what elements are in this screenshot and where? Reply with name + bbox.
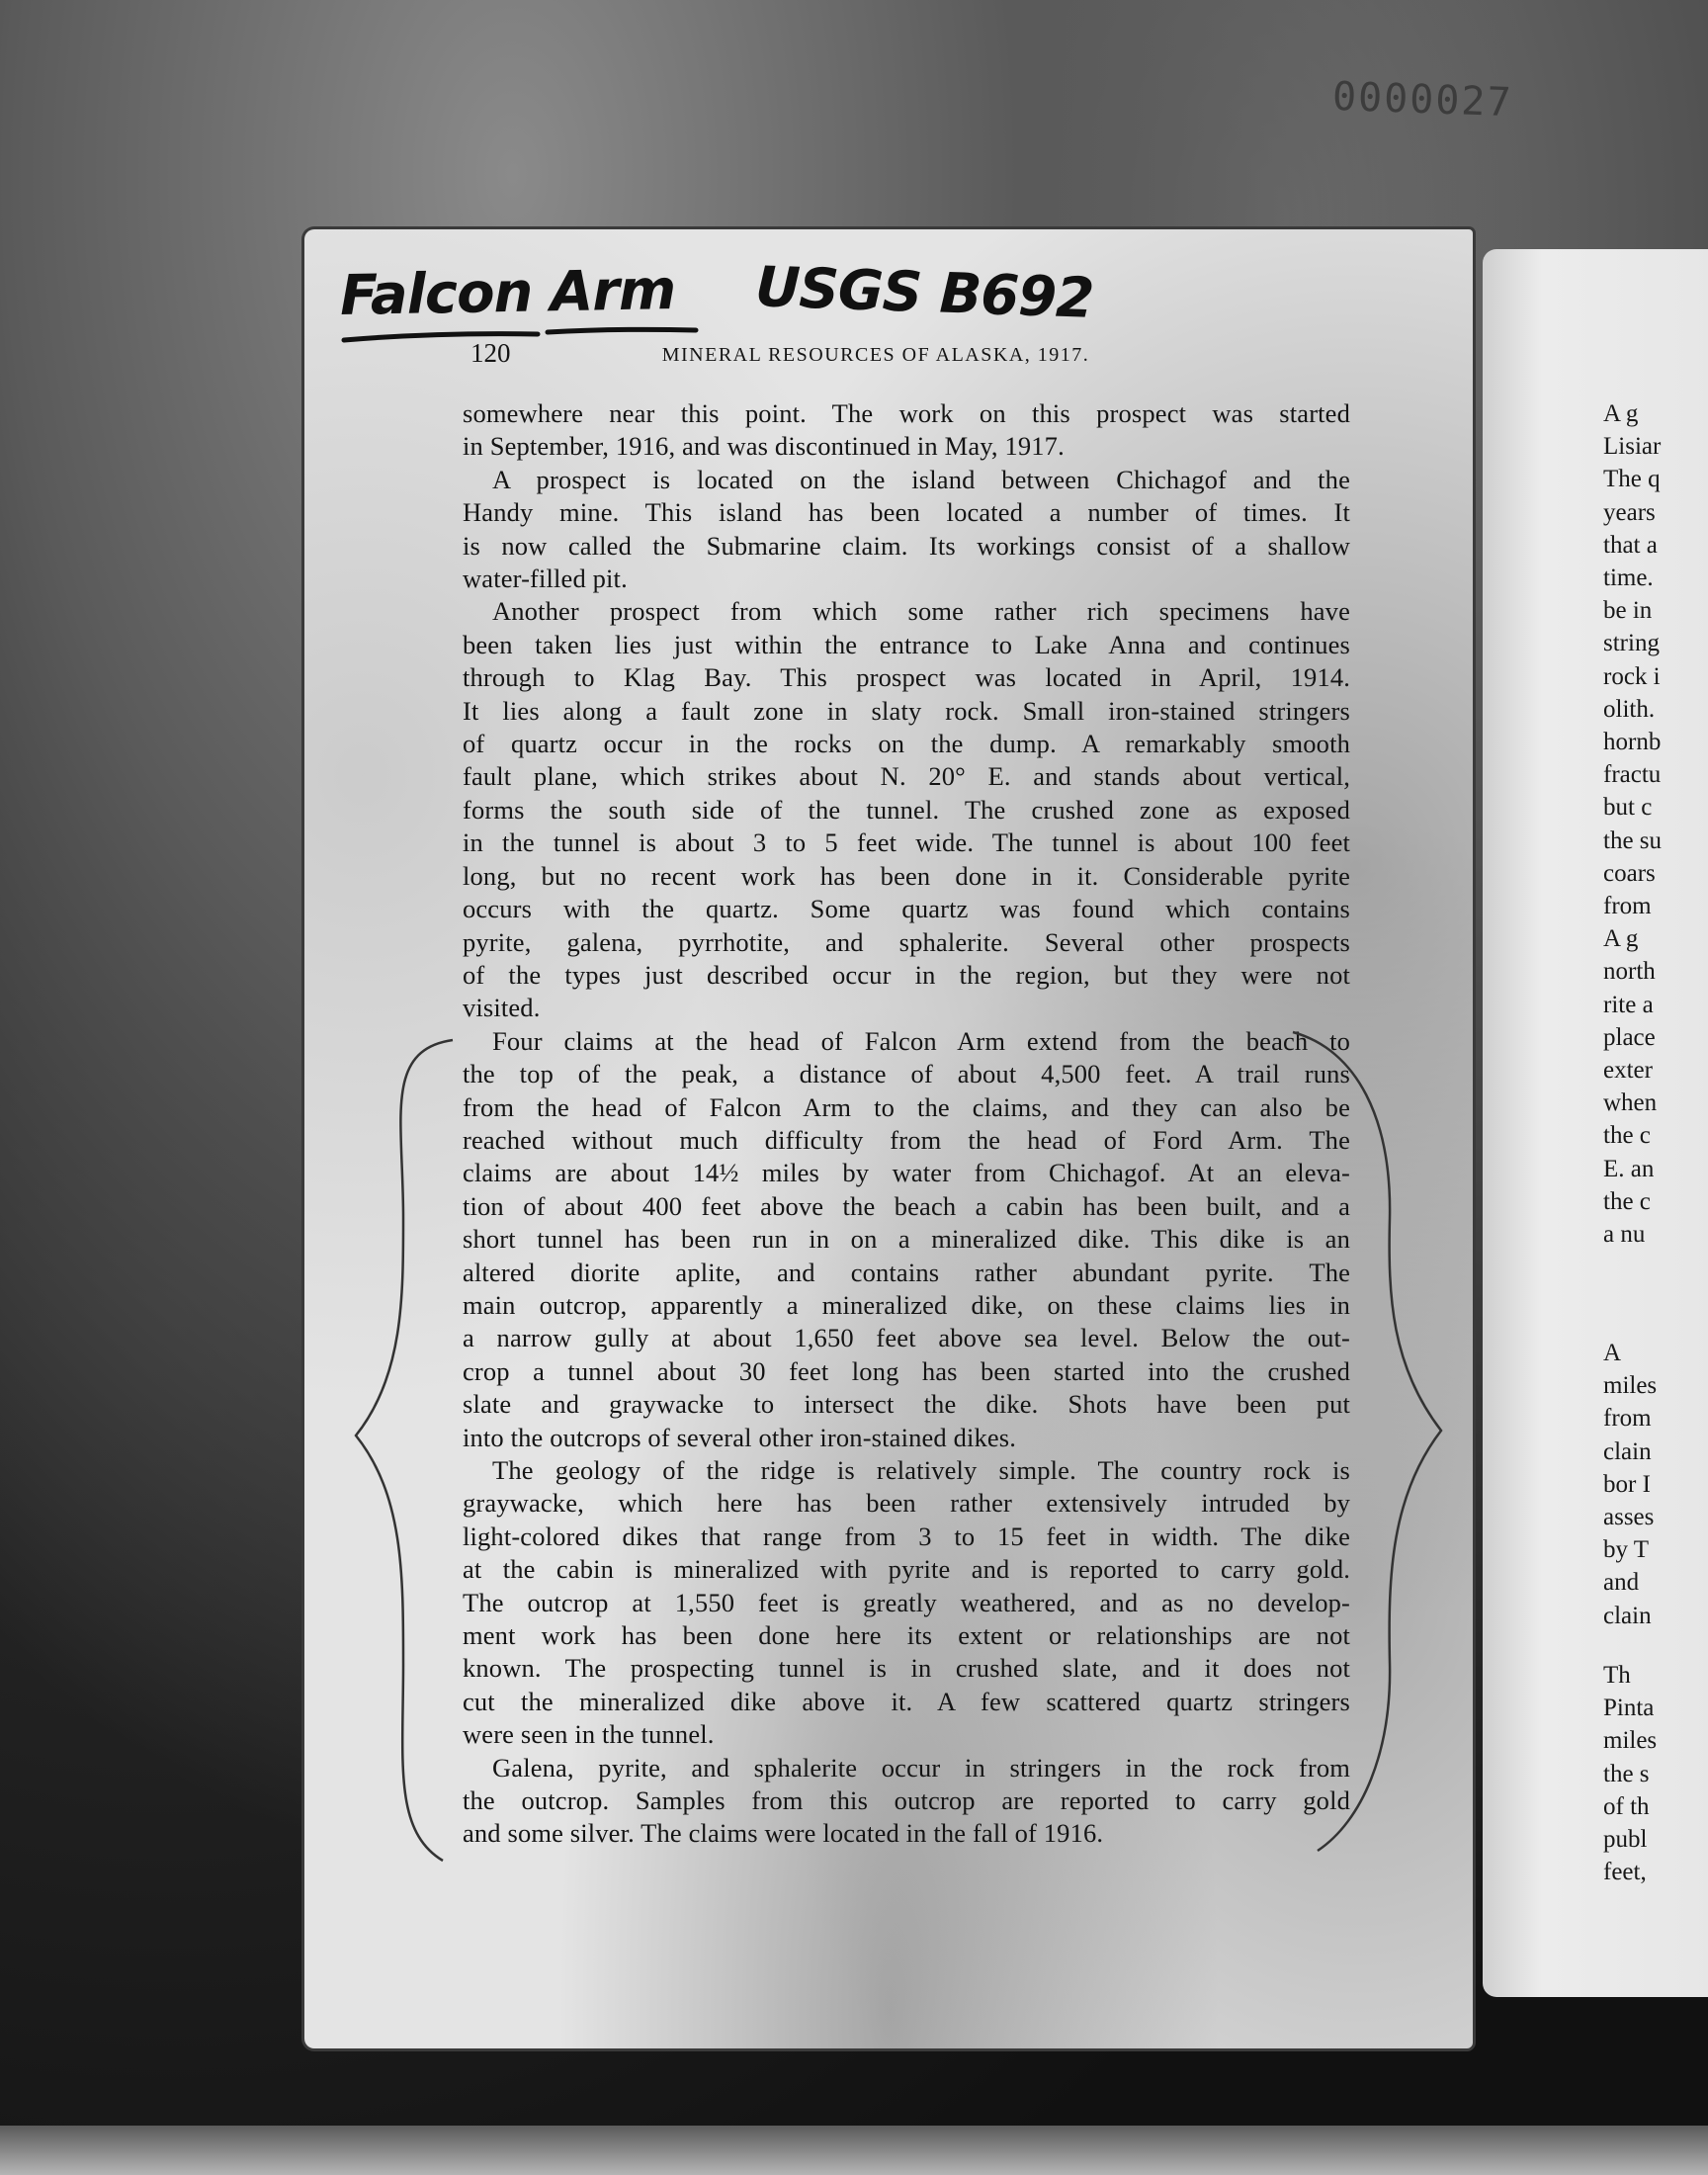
text-line: water-filled pit. [463,564,628,594]
facing-page-line-fragment: years [1603,498,1656,526]
facing-page-line-fragment: bor I [1603,1470,1651,1498]
facing-page-line-fragment: miles [1603,1372,1658,1400]
facing-page-line-fragment: the c [1603,1187,1651,1215]
text-line: A prospect is located on the island between Chichagof and the [492,464,1350,494]
text-line: into the outcrops of several other iron-stained dikes. [463,1422,1017,1452]
text-line: reached without much difficulty from the head of Ford Arm. The [463,1124,1350,1155]
text-line: a narrow gully at about 1,650 feet above sea level. Below the out- [463,1323,1350,1353]
paragraph [463,1025,1350,1454]
paragraph [463,397,1350,464]
facing-page-line-fragment: from [1603,1405,1652,1433]
facing-page-line-fragment: coars [1603,859,1656,887]
text-line: in September, 1916, and was discontinued in May, 1917. [463,431,1065,462]
facing-page-line-fragment: exter [1603,1057,1653,1085]
facing-page-line-fragment: be in [1603,597,1653,625]
scanner-edge [0,2126,1708,2175]
text-line: of quartz occur in the rocks on the dump. A remarkably smooth [463,729,1350,759]
facing-page-line-fragment: fractu [1603,761,1662,789]
body-text [463,397,1350,1851]
text-line: short tunnel has been run in on a mineralized dike. This dike is an [463,1224,1350,1255]
text-line: occurs with the quartz. Some quartz was found which contains [463,894,1350,924]
facing-page-line-fragment: The q [1603,466,1661,493]
text-line: fault plane, which strikes about N. 20° E. and stands about vertical, [463,761,1350,792]
text-line: been taken lies just within the entrance to Lake Anna and continues [463,629,1350,659]
facing-page-line-fragment: A [1603,1340,1622,1366]
facing-page-line-fragment: north [1603,958,1656,986]
paragraph [463,464,1350,596]
text-line: the outcrop. Samples from this outcrop are reported to carry gold [463,1785,1350,1816]
text-line: Four claims at the head of Falcon Arm extend from the beach to [492,1025,1350,1056]
facing-page-line-fragment: clain [1603,1437,1652,1465]
text-line: tion of about 400 feet above the beach a cabin has been built, and a [463,1190,1350,1221]
facing-page-line-fragment: clain [1603,1602,1652,1629]
facing-page-line-fragment: publ [1603,1826,1648,1854]
page-number: 120 [470,338,511,368]
facing-page-column-fragment [1603,397,1662,1251]
text-line: forms the south side of the tunnel. The crushed zone as exposed [463,794,1350,825]
facing-page-line-fragment: asses [1603,1504,1655,1531]
text-line: cut the mineralized dike above it. A few scattered quartz stringers [463,1686,1350,1716]
facing-page-line-fragment: hornb [1603,729,1662,756]
facing-page-line-fragment: feet, [1603,1859,1647,1886]
text-line: altered diorite aplite, and contains rather abundant pyrite. The [463,1257,1350,1287]
facing-page-line-fragment: the su [1603,826,1663,854]
page-header [470,338,1281,378]
text-line: Another prospect from which some rather rich specimens have [492,596,1350,627]
text-line: light-colored dikes that range from 3 to 15 feet in width. The dike [463,1521,1350,1551]
text-line: pyrite, galena, pyrrhotite, and sphalerite. Several other prospects [463,926,1350,957]
facing-page-line-fragment: that a [1603,531,1658,559]
facing-page-line-fragment: when [1603,1089,1658,1117]
facing-page-line-fragment: place [1603,1023,1656,1051]
facing-page-line-fragment: rite a [1603,991,1654,1018]
text-line: somewhere near this point. The work on this prospect was started [463,398,1350,428]
text-line: through to Klag Bay. This prospect was located in April, 1914. [463,662,1350,693]
facing-page-line-fragment: A g [1603,925,1639,953]
text-line: known. The prospecting tunnel is in crushed slate, and it does not [463,1653,1350,1684]
text-line: Galena, pyrite, and sphalerite occur in stringers in the rock from [492,1752,1350,1783]
facing-page [1483,249,1708,1997]
facing-page-line-fragment: rock i [1603,662,1661,690]
facing-page-column-fragment [1603,1659,1657,1888]
text-line: Handy mine. This island has been located a number of times. It [463,497,1350,528]
text-line: crop a tunnel about 30 feet long has been started into the crushed [463,1355,1350,1386]
text-line: at the cabin is mineralized with pyrite and is reported to carry gold. [463,1554,1350,1585]
text-line: long, but no recent work has been done in it. Considerable pyrite [463,860,1350,891]
facing-page-line-fragment: olith. [1603,695,1656,723]
paragraph [463,1454,1350,1752]
facing-page-line-fragment: E. an [1603,1155,1655,1182]
annotation-location: Falcon Arm [339,258,676,328]
text-line: from the head of Falcon Arm to the claims, and they can also be [463,1091,1350,1122]
facing-page-line-fragment: from [1603,893,1652,920]
text-line: slate and graywacke to intersect the dike. Shots have been put [463,1389,1350,1420]
facing-page-line-fragment: Lisiar [1603,433,1662,461]
facing-page-line-fragment: string [1603,630,1660,657]
facing-page-line-fragment: the c [1603,1122,1651,1150]
running-title: MINERAL RESOURCES OF ALASKA, 1917. [661,344,1090,366]
text-line: of the types just described occur in the region, but they were not [463,959,1350,990]
facing-page-line-fragment: A g [1603,400,1639,427]
text-line: ment work has been done here its extent or relationships are not [463,1620,1350,1651]
facing-page-line-fragment: Pinta [1603,1695,1655,1722]
text-line: visited. [463,993,541,1023]
text-line: the top of the peak, a distance of about 4,500 feet. A trail runs [463,1059,1350,1089]
facing-page-line-fragment: miles [1603,1727,1658,1755]
text-line: is now called the Submarine claim. Its workings consist of a shallow [463,530,1350,561]
paragraph [463,1752,1350,1851]
facing-page-line-fragment: and [1603,1569,1640,1597]
facing-page-line-fragment: the s [1603,1760,1650,1787]
text-line: main outcrop, apparently a mineralized dike, on these claims lies in [463,1289,1350,1320]
annotation-source: USGS B692 [753,255,1095,331]
text-line: in the tunnel is about 3 to 5 feet wide. The tunnel is about 100 feet [463,827,1350,858]
facing-page-line-fragment: by T [1603,1536,1650,1564]
facing-page-column-fragment [1603,1337,1657,1632]
text-line: claims are about 14½ miles by water from Chichagof. At an eleva- [463,1158,1350,1188]
left-curly-bracket [356,1040,453,1861]
book-page [304,229,1473,2048]
text-line: It lies along a fault zone in slaty rock. Small iron-stained stringers [463,695,1350,726]
facing-page-line-fragment: but c [1603,794,1653,822]
text-line: The geology of the ridge is relatively simple. The country rock is [492,1455,1350,1485]
text-line: graywacke, which here has been rather extensively intruded by [463,1488,1350,1519]
paragraph [463,595,1350,1024]
text-line: and some silver. The claims were located in the fall of 1916. [463,1818,1104,1849]
accession-stamp: 0000027 [1331,73,1514,127]
text-line: The outcrop at 1,550 feet is greatly weathered, and as no develop- [463,1587,1350,1617]
text-line: were seen in the tunnel. [463,1719,715,1750]
facing-page-line-fragment: Th [1603,1662,1631,1689]
facing-page-line-fragment: time. [1603,565,1654,592]
facing-page-line-fragment: a nu [1603,1221,1646,1249]
facing-page-line-fragment: of th [1603,1792,1650,1820]
